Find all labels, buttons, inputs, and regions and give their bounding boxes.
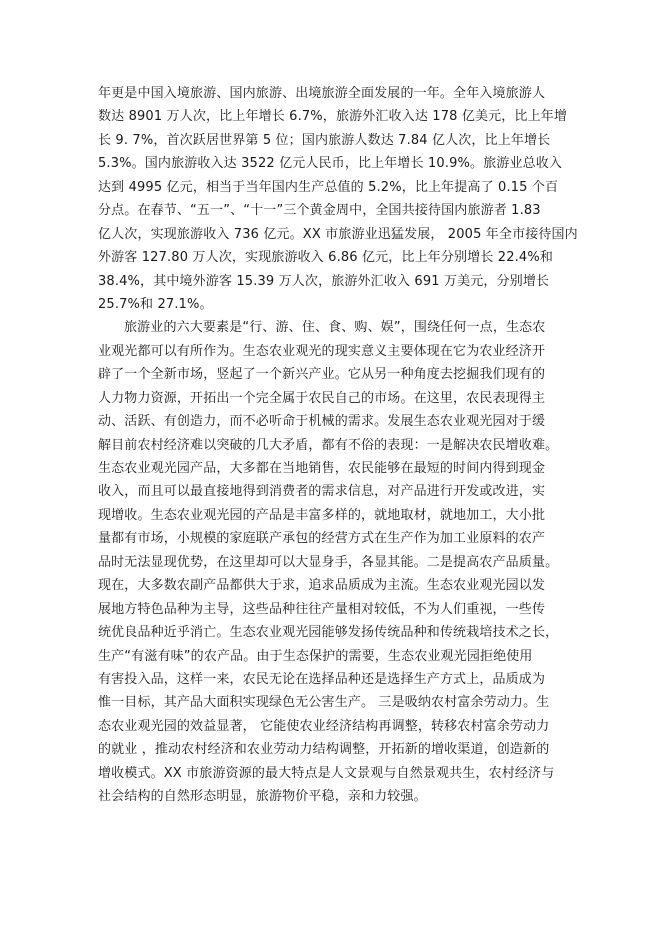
text-line: 38.4%，其中境外游客 15.39 万人次，旅游外汇收入 691 万美元，分别增长 bbox=[98, 273, 550, 289]
text-line: 量都有市场，小规模的家庭联产承包的经营方式在生产作为加工业原料的农产 bbox=[98, 531, 546, 547]
text-line: 动、活跃、有创造力，而不必听命于机械的需求。发展生态农业观光园对于缓 bbox=[98, 414, 546, 430]
text-line: 生产“有滋有味”的农产品。由于生态保护的需要，生态农业观光园拒绝使用 bbox=[98, 648, 533, 664]
text-line: 生态农业观光园产品，大多都在当地销售，农民能够在最短的时间内得到现金 bbox=[98, 461, 546, 476]
text-line: 辟了一个全新市场，竖起了一个新兴产业。它从另一种角度去挖掘我们现有的 bbox=[98, 367, 546, 383]
text-line: 的就业 ，推动农村经济和农业劳动力结构调整，开拓新的增收渠道，创造新的 bbox=[98, 742, 550, 758]
text-line: 态农业观光园的效益显著， 它能使农业经济结构再调整，转移农村富余劳动力 bbox=[98, 718, 550, 734]
text-line: 数达 8901 万人次，比上年增长 6.7%，旅游外汇收入达 178 亿美元，比上年增 bbox=[98, 109, 568, 125]
paragraph-start-line: 旅游业的六大要素是“行、游、住、食、购、娱”，围绕任何一点，生态农 bbox=[124, 320, 546, 336]
text-line: 展地方特色品种为主导，这些品种往往产量相对较低，不为人们重视，一些传 bbox=[98, 601, 546, 617]
text-line: 增收模式。XX 市旅游资源的最大特点是人文景观与自然景观共生，农村经济与 bbox=[98, 765, 555, 781]
text-line: 收入，而且可以最直接地得到消费者的需求信息，对产品进行开发或改进，实 bbox=[98, 484, 546, 500]
text-line: 人力物力资源，开拓出一个完全属于农民自己的市场。在这里，农民表现得主 bbox=[98, 390, 546, 406]
text-line: 年更是中国入境旅游、国内旅游、出境旅游全面发展的一年。全年入境旅游人 bbox=[98, 86, 546, 101]
text-line: 现增收。生态农业观光园的产品是丰富多样的，就地取材，就地加工，大小批 bbox=[98, 507, 546, 523]
text-line: 品时无法显现优势，在这里却可以大显身手，各显其能。二是提高农产品质量。 bbox=[98, 554, 559, 570]
text-line: 5.3%。国内旅游收入达 3522 亿元人民币，比上年增长 10.9%。旅游业总收入 bbox=[98, 156, 563, 172]
text-line: 有害投入品，这样一来，农民无论在选择品种还是选择生产方式上，品质成为 bbox=[98, 671, 546, 687]
text-line: 长 9. 7%，首次跃居世界第 5 位；国内旅游人数达 7.84 亿人次，比上年增长 bbox=[98, 132, 551, 148]
body-text bbox=[98, 82, 578, 809]
text-line: 统优良品种近乎消亡。生态农业观光园能够发扬传统品种和传统栽培技术之长， bbox=[98, 625, 559, 641]
text-line: 社会结构的自然形态明显，旅游物价平稳，亲和力较强。 bbox=[98, 789, 427, 805]
text-line: 分点。在春节、“五一”、“十一”三个黄金周中，全国共接待国内旅游者 1.83 bbox=[98, 203, 541, 219]
text-line: 亿人次，实现旅游收入 736 亿元。XX 市旅游业迅猛发展， 2005 年全市接待国内 bbox=[98, 226, 578, 242]
text-line: 业观光都可以有所作为。生态农业观光的现实意义主要体现在它为农业经济开 bbox=[98, 343, 546, 359]
text-line: 解目前农村经济难以突破的几大矛盾，都有不俗的表现：一是解决农民增收难。 bbox=[98, 437, 559, 453]
text-line: 达到 4995 亿元，相当于当年国内生产总值的 5.2%，比上年提高了 0.15 个百 bbox=[98, 179, 559, 195]
text-line: 外游客 127.80 万人次，实现旅游收入 6.86 亿元，比上年分别增长 22.4%和 bbox=[98, 250, 553, 266]
text-line: 25.7%和 27.1%。 bbox=[98, 296, 213, 312]
text-line: 惟一目标，其产品大面积实现绿色无公害生产。 三是吸纳农村富余劳动力。生 bbox=[98, 695, 550, 711]
text-line: 现在，大多数农副产品都供大于求，追求品质成为主流。生态农业观光园以发 bbox=[98, 578, 546, 594]
